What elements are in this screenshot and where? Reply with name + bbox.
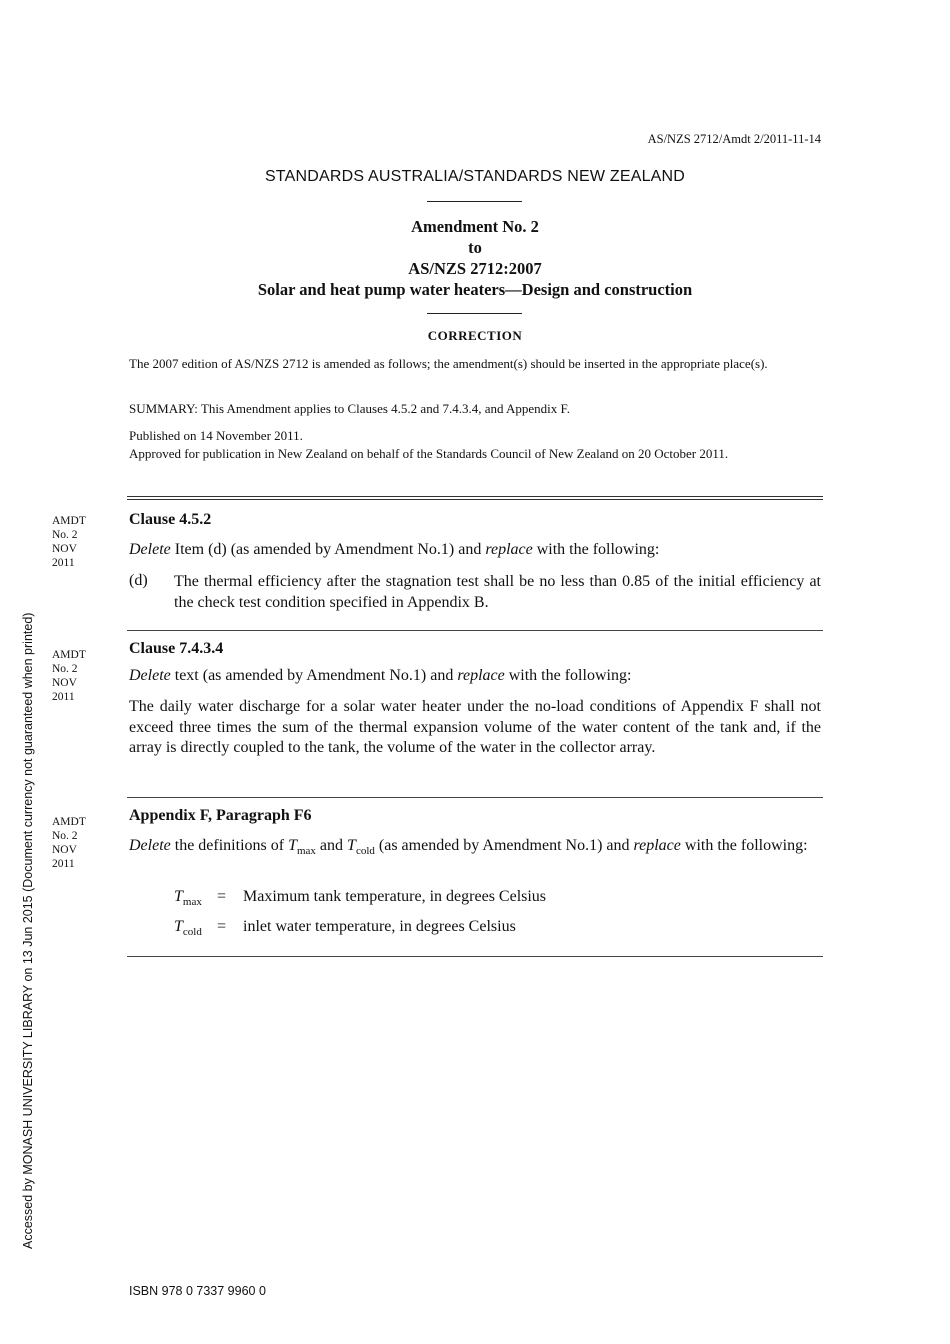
correction-intro: The 2007 edition of AS/NZS 2712 is amended as follows; the amendment(s) should be inserted in the appropriate place(s).: [129, 356, 768, 371]
publication-info: [129, 427, 821, 462]
item-d-label: (d): [129, 572, 148, 589]
clause-7434-heading: Clause 7.4.3.4: [129, 640, 224, 657]
definition-symbol-tcold: [174, 918, 202, 938]
replace-word: replace: [485, 541, 533, 558]
instruction-text: with the following:: [680, 837, 808, 854]
organisation-heading: STANDARDS AUSTRALIA/STANDARDS NEW ZEALAND: [264, 168, 686, 185]
symbol-t: T: [288, 837, 297, 854]
instruction-text: and: [315, 837, 348, 854]
item-d-text: The thermal efficiency after the stagnation test shall be no less than 0.85 of the initial efficiency at the check test condition specified in Appendix B.: [174, 573, 821, 611]
amendment-margin-note: [52, 514, 112, 570]
delete-word: Delete: [129, 541, 171, 558]
clause-7434-instruction: [129, 666, 821, 687]
subscript-cold: cold: [355, 845, 375, 858]
subscript-max: max: [182, 896, 202, 909]
instruction-text: text (as amended by Amendment No.1) and: [170, 667, 458, 684]
title-divider-bottom: [427, 313, 522, 314]
definition-tmax-text: Maximum tank temperature, in degrees Celsius: [243, 888, 547, 905]
instruction-text: with the following:: [532, 541, 660, 558]
delete-word: Delete: [129, 667, 171, 684]
amdt-year: 2011: [52, 691, 75, 703]
symbol-t: T: [347, 837, 356, 854]
access-watermark: Accessed by MONASH UNIVERSITY LIBRARY on 13 Jun 2015 (Document currency not guaranteed when printed): [21, 612, 35, 1249]
definition-equals: =: [217, 888, 227, 905]
definition-equals: =: [217, 918, 227, 935]
amendment-margin-note: [52, 815, 112, 871]
instruction-text: Item (d) (as amended by Amendment No.1) and: [170, 541, 486, 558]
instruction-text: (as amended by Amendment No.1) and: [374, 837, 634, 854]
section-rule: [127, 956, 823, 957]
document-reference: AS/NZS 2712/Amdt 2/2011-11-14: [647, 132, 821, 146]
amdt-number: No. 2: [52, 529, 78, 541]
subscript-cold: cold: [182, 926, 202, 939]
clause-452-instruction: [129, 540, 821, 561]
replace-word: replace: [633, 837, 681, 854]
symbol-t: T: [174, 918, 183, 935]
amdt-label: AMDT: [52, 515, 86, 527]
amendment-number: Amendment No. 2: [411, 217, 539, 236]
standard-number: AS/NZS 2712:2007: [408, 259, 542, 278]
clause-452-heading: Clause 4.5.2: [129, 511, 212, 528]
replace-word: replace: [457, 667, 505, 684]
instruction-text: the definitions of: [170, 837, 289, 854]
section-rule: [127, 797, 823, 798]
section-double-rule: [127, 496, 823, 500]
delete-word: Delete: [129, 837, 171, 854]
section-rule: [127, 630, 823, 631]
summary-text: SUMMARY: This Amendment applies to Clauses 4.5.2 and 7.4.3.4, and Appendix F.: [129, 401, 570, 416]
title-to: to: [468, 238, 482, 257]
amdt-month: NOV: [52, 677, 77, 689]
amdt-year: 2011: [52, 858, 75, 870]
appendix-f6-instruction: [129, 836, 821, 862]
standard-subject: Solar and heat pump water heaters—Design and construction: [257, 280, 693, 299]
subscript-max: max: [296, 845, 316, 858]
amdt-year: 2011: [52, 557, 75, 569]
amendment-margin-note: [52, 648, 112, 704]
definition-symbol-tmax: [174, 888, 202, 908]
title-divider-top: [427, 201, 522, 202]
amdt-label: AMDT: [52, 649, 86, 661]
appendix-f6-heading: Appendix F, Paragraph F6: [129, 807, 312, 824]
symbol-t: T: [174, 888, 183, 905]
published-date: Published on 14 November 2011.: [129, 428, 303, 443]
definition-tcold-text: inlet water temperature, in degrees Celsius: [243, 918, 516, 935]
amdt-month: NOV: [52, 844, 77, 856]
amdt-number: No. 2: [52, 663, 78, 675]
isbn: ISBN 978 0 7337 9960 0: [129, 1284, 266, 1298]
amdt-month: NOV: [52, 543, 77, 555]
correction-heading: CORRECTION: [427, 328, 523, 343]
amdt-number: No. 2: [52, 830, 78, 842]
clause-7434-body: The daily water discharge for a solar water heater under the no-load conditions of Appendix F shall not exceed three times the sum of the thermal expansion volume of the water content of the tank and, if the array is directly coupled to the tank, the volume of the water in the collector array.: [129, 698, 821, 756]
amdt-label: AMDT: [52, 816, 86, 828]
title-block: [0, 216, 950, 300]
approval-statement: Approved for publication in New Zealand on behalf of the Standards Council of New Zealand on 20 October 2011.: [129, 445, 729, 461]
instruction-text: with the following:: [504, 667, 632, 684]
